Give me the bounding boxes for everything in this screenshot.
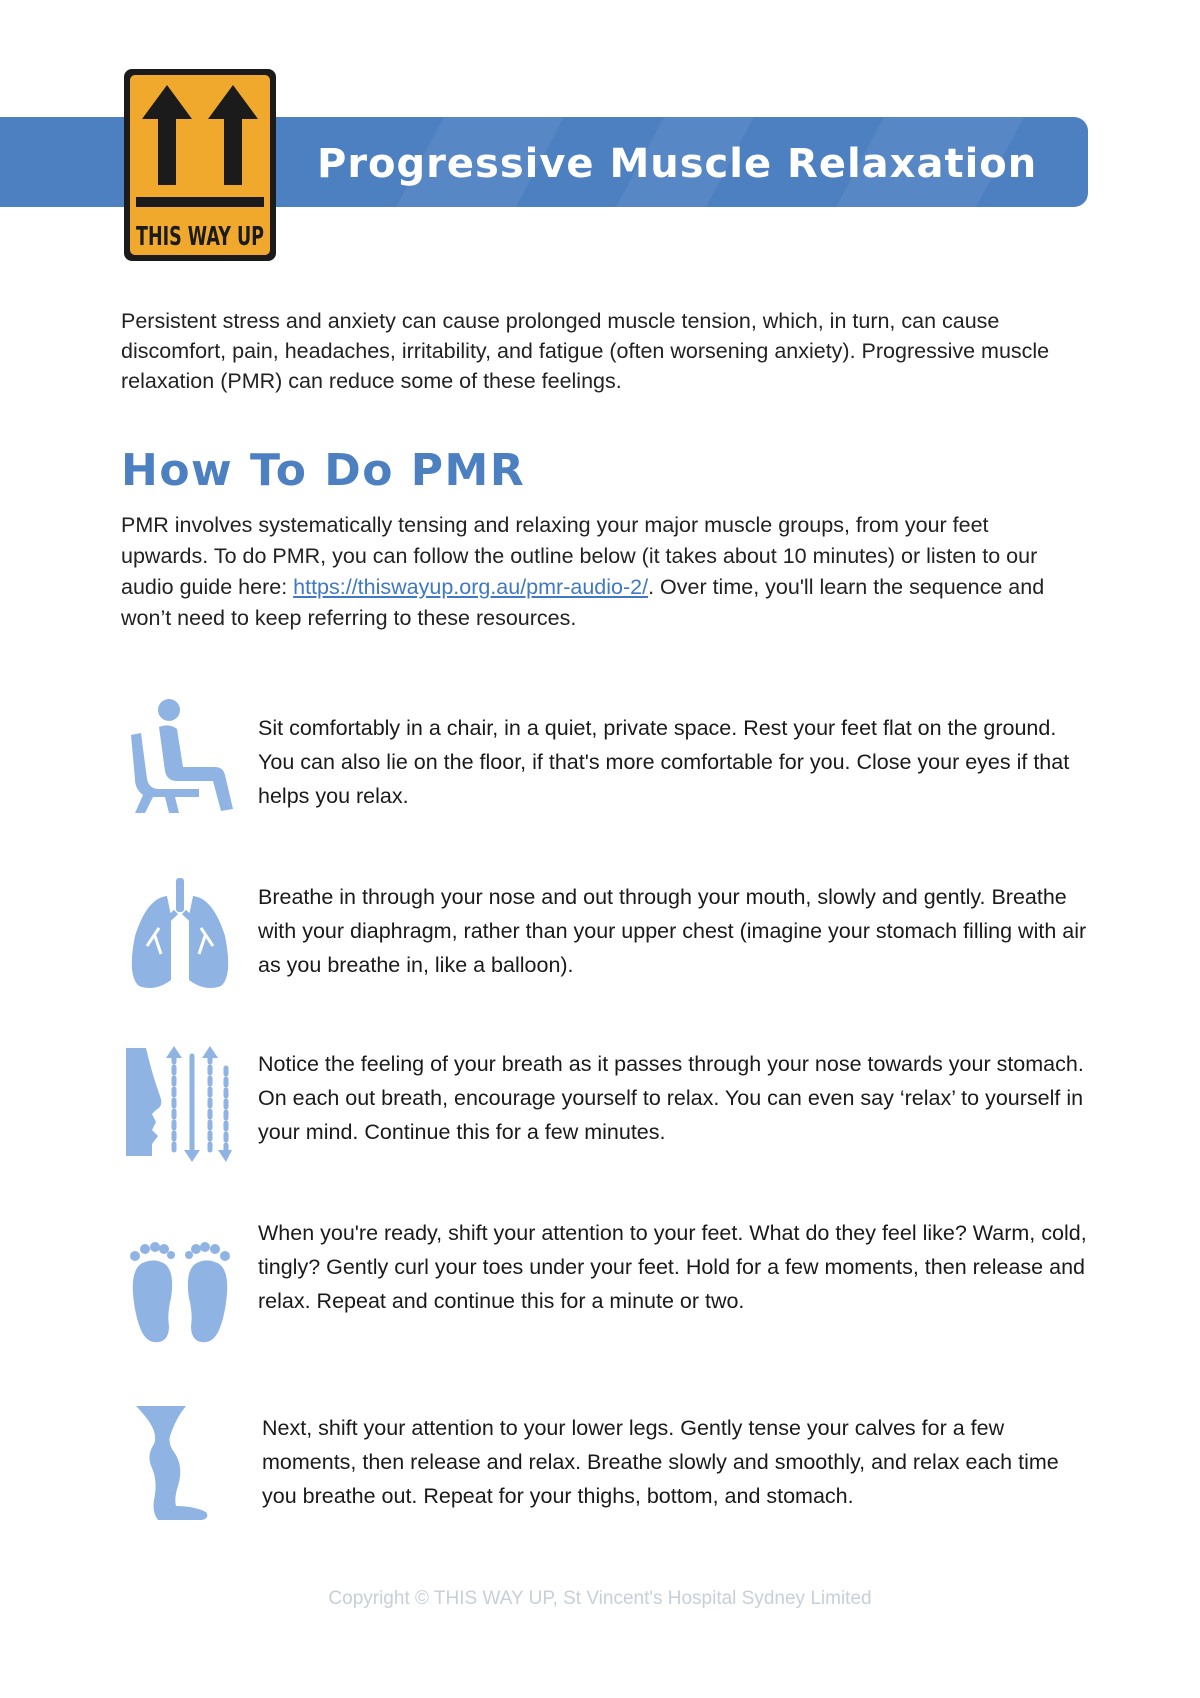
intro-text bbox=[121, 306, 1081, 396]
footprints-icon bbox=[125, 1232, 235, 1352]
step-text: Next, shift your attention to your lower legs. Gently tense your calves for a few moments, then release and relax. Breathe slowly and smoothly, and relax each time you breathe out. Repeat for your thighs, bottom, and stomach. bbox=[262, 1416, 1059, 1508]
step-text: When you're ready, shift your attention to your feet. What do they feel like? Warm, cold, tingly? Gently curl your toes under your feet. Hold for a few moments, then release and relax. Repeat and continue this for a minute or two. bbox=[258, 1221, 1087, 1313]
lungs-icon bbox=[125, 876, 235, 996]
intro-paragraph: Persistent stress and anxiety can cause prolonged muscle tension, which, in turn, can cause discomfort, pain, headaches, irritability, and fatigue (often worsening anxiety). Progressive muscle relaxation (PMR) can reduce some of these feelings. bbox=[121, 309, 1050, 393]
step-text: Notice the feeling of your breath as it passes through your nose towards your stomach. On each out breath, encourage yourself to relax. You can even say ‘relax’ to yourself in your mind. Continue this for a few minutes. bbox=[258, 1052, 1084, 1144]
logo-text: THIS WAY UP bbox=[136, 222, 264, 252]
page-title: Progressive Muscle Relaxation bbox=[317, 141, 1038, 187]
audio-guide-link[interactable]: https://thiswayup.org.au/pmr-audio-2/ bbox=[293, 575, 649, 599]
copyright-footer: Copyright © THIS WAY UP, St Vincent's Hospital Sydney Limited bbox=[328, 1588, 872, 1609]
breath-flow-icon bbox=[122, 1044, 232, 1164]
section-body bbox=[121, 510, 1081, 634]
this-way-up-logo bbox=[122, 67, 278, 263]
seated-person-icon bbox=[125, 697, 235, 817]
step-text: Breathe in through your nose and out through your mouth, slowly and gently. Breathe with your diaphragm, rather than your upper chest (imagine your stomach filling with air as you breathe in, like a balloon). bbox=[258, 885, 1087, 977]
section-heading: How To Do PMR bbox=[121, 445, 526, 496]
section-body-text: PMR involves systematically tensing and relaxing your major muscle groups, from your feet upwards. To do PMR, you can follow the outline below (it takes about 10 minutes) or listen to our audio guide here: bbox=[121, 513, 1038, 599]
step-text: Sit comfortably in a chair, in a quiet, private space. Rest your feet flat on the ground. You can also lie on the floor, if that's more comfortable for you. Close your eyes if that helps you relax. bbox=[258, 716, 1070, 808]
leg-icon bbox=[128, 1402, 238, 1522]
section-body-text-end: . Over time, you'll learn the sequence and won’t need to keep referring to these resources. bbox=[121, 575, 1045, 630]
